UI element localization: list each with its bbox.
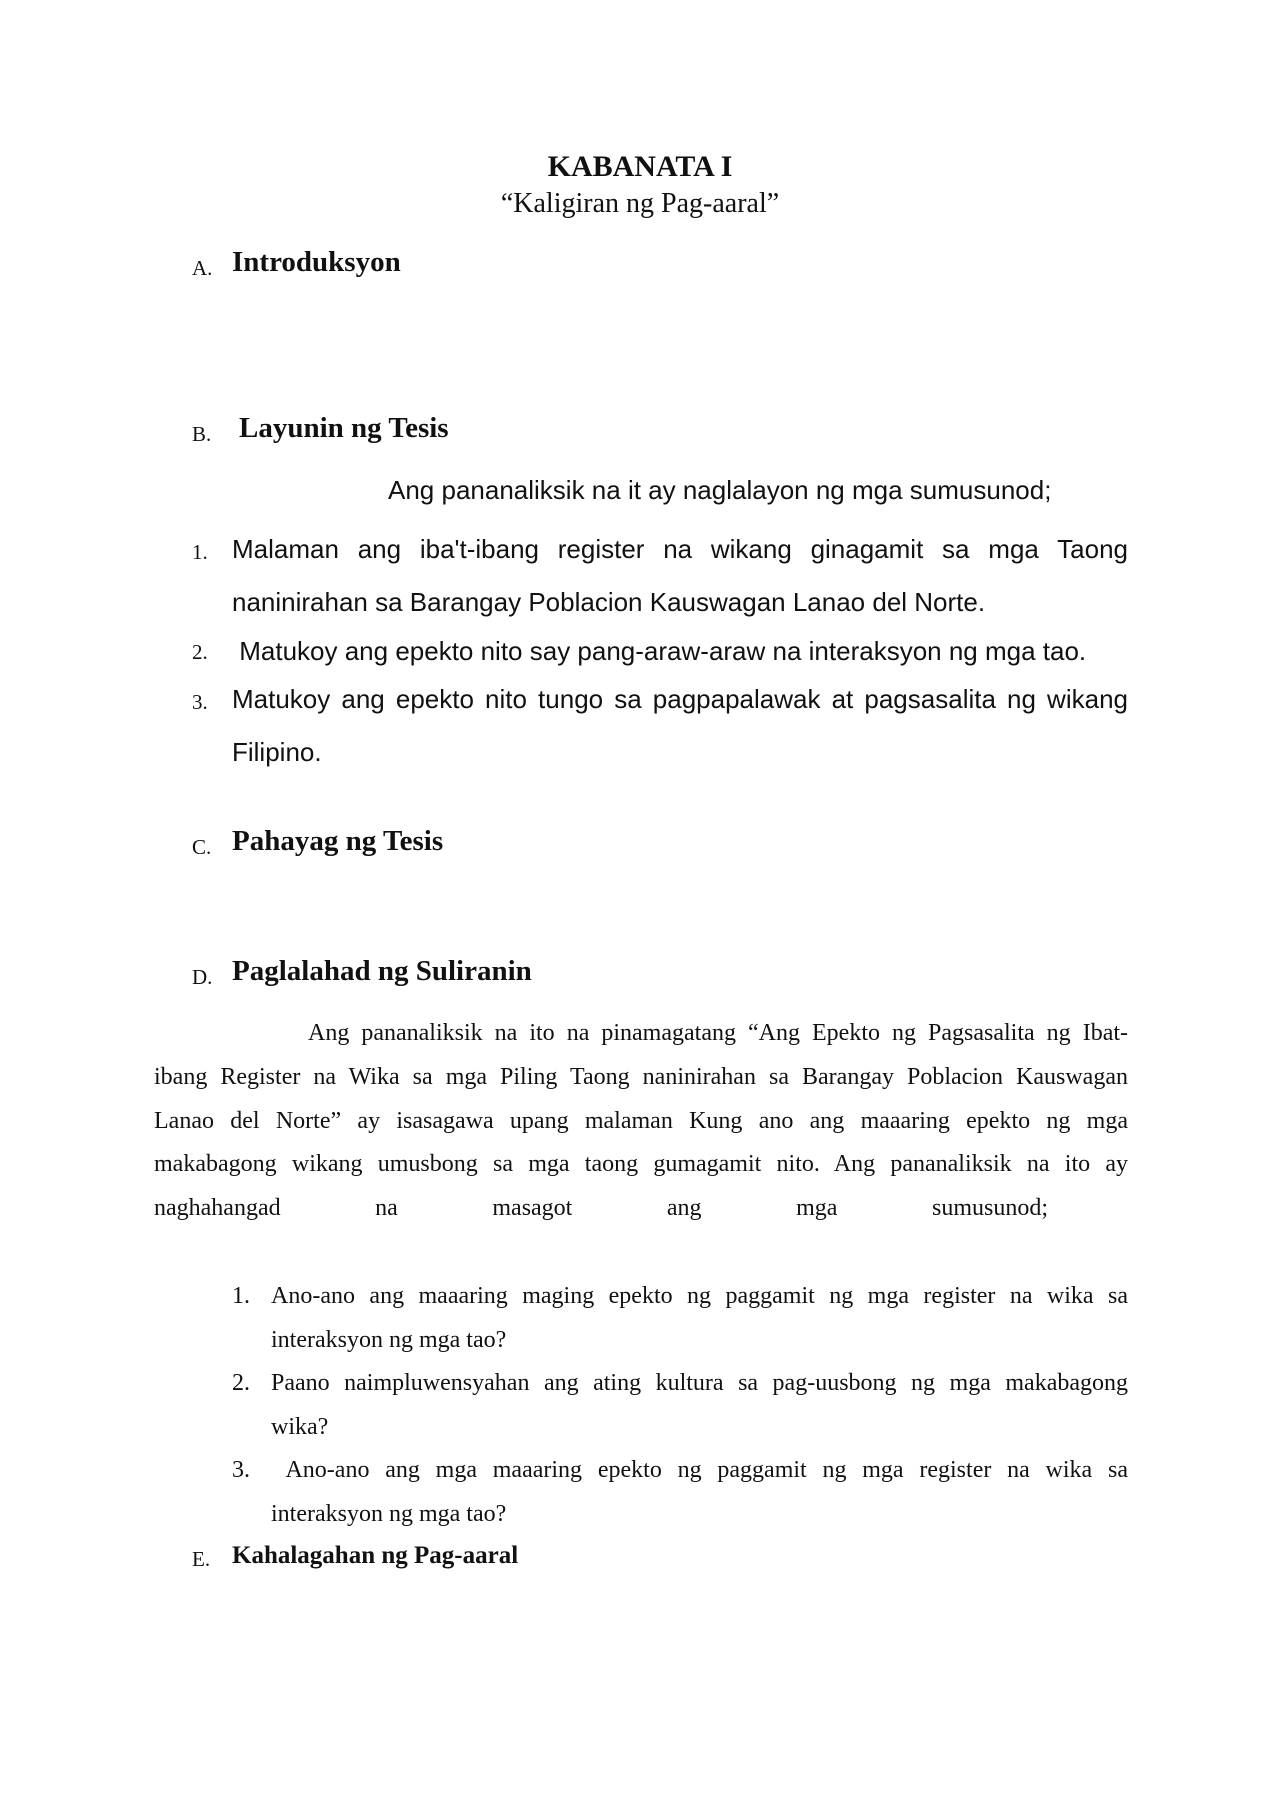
- question-1-line1: Ano-ano ang maaaring maging epekto ng paggamit ng mga register na wika sa: [271, 1283, 1128, 1309]
- section-a-letter: A.: [192, 256, 213, 280]
- problem-paragraph-line3: Lanao del Norte” ay isasagawa upang malaman Kung ano ang maaaring epekto ng mga: [154, 1108, 1128, 1134]
- section-c-heading: Pahayag ng Tesis: [232, 825, 444, 857]
- section-b-heading: Layunin ng Tesis: [239, 412, 449, 444]
- problem-paragraph-line1: Ang pananaliksik na ito na pinamagatang “Ang Epekto ng Pagsasalita ng Ibat-: [308, 1020, 1128, 1046]
- section-d-letter: D.: [192, 965, 213, 989]
- section-b-intro: Ang pananaliksik na it ay naglalayon ng mga sumusunod;: [388, 475, 1052, 505]
- section-e-letter: E.: [192, 1547, 211, 1571]
- problem-paragraph-line2: ibang Register na Wika sa mga Piling Taong naninirahan sa Barangay Poblacion Kauswagan: [154, 1064, 1128, 1090]
- section-c-letter: C.: [192, 835, 212, 859]
- objective-3-line2: Filipino.: [232, 737, 322, 767]
- chapter-title: KABANATA I: [547, 150, 733, 183]
- question-1-number: 1.: [232, 1283, 250, 1309]
- question-3-line2: interaksyon ng mga tao?: [271, 1501, 507, 1527]
- objective-2-number: 2.: [192, 640, 208, 664]
- question-2-line1: Paano naimpluwensyahan ang ating kultura sa pag-uusbong ng mga makabagong: [271, 1370, 1128, 1396]
- objective-3-line1: Matukoy ang epekto nito tungo sa pagpapalawak at pagsasalita ng wikang: [232, 684, 1128, 714]
- objective-3-number: 3.: [192, 690, 208, 714]
- problem-paragraph-line4: makabagong wikang umusbong sa mga taong gumagamit nito. Ang pananaliksik na ito ay: [154, 1151, 1128, 1177]
- question-3-number: 3.: [232, 1457, 250, 1483]
- problem-paragraph-line5: naghahangad na masagot ang mga sumusunod;: [154, 1195, 1048, 1221]
- section-b-letter: B.: [192, 422, 212, 446]
- objective-1-line2: naninirahan sa Barangay Poblacion Kauswagan Lanao del Norte.: [232, 587, 986, 617]
- question-2-number: 2.: [232, 1370, 250, 1396]
- section-a-heading: Introduksyon: [232, 246, 401, 278]
- section-e-heading: Kahalagahan ng Pag-aaral: [232, 1542, 519, 1569]
- objective-1-number: 1.: [192, 540, 208, 564]
- chapter-subtitle: “Kaligiran ng Pag-aaral”: [500, 188, 780, 219]
- objective-1-line1: Malaman ang iba't-ibang register na wikang ginagamit sa mga Taong: [232, 534, 1128, 564]
- question-3-line1: Ano-ano ang mga maaaring epekto ng paggamit ng mga register na wika sa: [271, 1457, 1128, 1483]
- section-d-heading: Paglalahad ng Suliranin: [232, 955, 532, 987]
- objective-2-line1: Matukoy ang epekto nito say pang-araw-araw na interaksyon ng mga tao.: [232, 636, 1087, 666]
- question-2-line2: wika?: [271, 1414, 329, 1440]
- question-1-line2: interaksyon ng mga tao?: [271, 1327, 507, 1353]
